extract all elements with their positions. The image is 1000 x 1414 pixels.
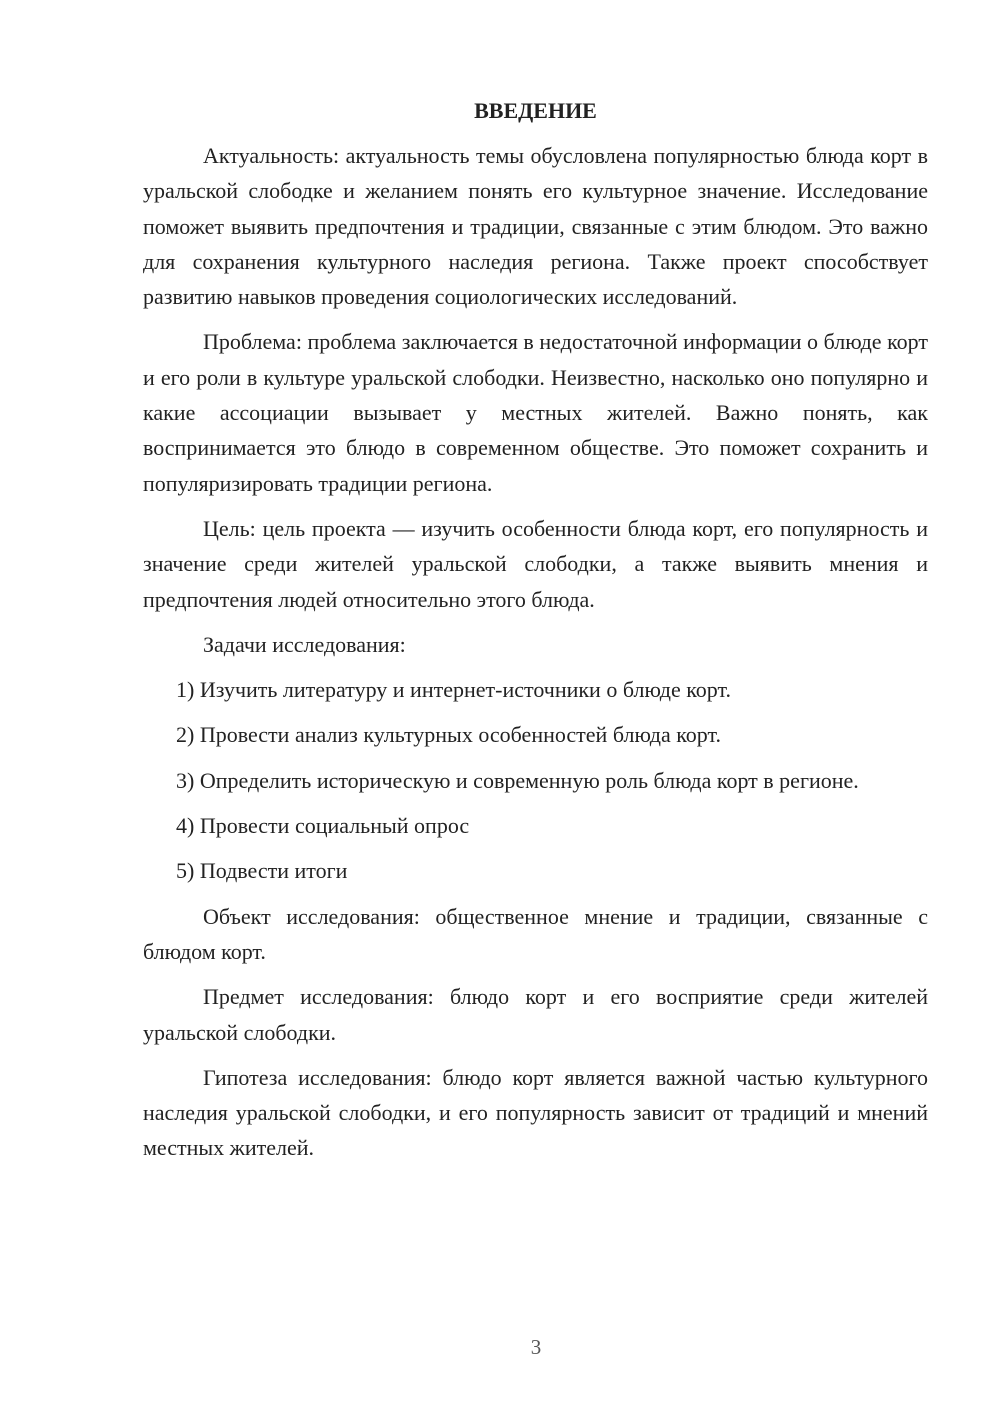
goal-paragraph: Цель: цель проекта — изучить особенности блюда корт, его популярность и значение среди жителей уральской слободки, а также выявить мнения и предпочтения людей относительно этого блюда. — [143, 515, 928, 612]
page-content — [143, 96, 928, 1176]
hypothesis-paragraph: Гипотеза исследования: блюдо корт является важной частью культурного наследия уральской слободки, и его популярность зависит от традиций и мнений местных жителей. — [143, 1064, 928, 1161]
page-number: 3 — [530, 1335, 542, 1359]
task-item-2: 2) Провести анализ культурных особенностей блюда корт. — [176, 722, 721, 748]
tasks-heading: Задачи исследования: — [203, 631, 406, 657]
subject-paragraph: Предмет исследования: блюдо корт и его восприятие среди жителей уральской слободки. — [143, 984, 928, 1045]
problem-paragraph: Проблема: проблема заключается в недостаточной информации о блюде корт и его роли в культуре уральской слободки. Неизвестно, насколько оно популярно и какие ассоциации вызывает у местных жителей. Важно понять, как воспринимается это блюдо в современном обществе. Это поможет сохранить и популяризировать традиции региона. — [143, 329, 928, 496]
task-item-4: 4) Провести социальный опрос — [176, 813, 470, 839]
object-paragraph: Объект исследования: общественное мнение и традиции, связанные с блюдом корт. — [143, 903, 928, 964]
task-item-1: 1) Изучить литературу и интернет-источники о блюде корт. — [176, 677, 731, 703]
task-item-5: 5) Подвести итоги — [176, 858, 348, 884]
task-item-3: 3) Определить историческую и современную роль блюда корт в регионе. — [176, 767, 859, 793]
page-title: ВВЕДЕНИЕ — [474, 98, 597, 123]
relevance-paragraph: Актуальность: актуальность темы обусловлена популярностью блюда корт в уральской слободке и желанием понять его культурное значение. Исследование поможет выявить предпочтения и традиции, связанные с этим блюдом. Это важно для сохранения культурного наследия региона. Также проект способствует развитию навыков проведения социологических исследований. — [143, 143, 928, 310]
